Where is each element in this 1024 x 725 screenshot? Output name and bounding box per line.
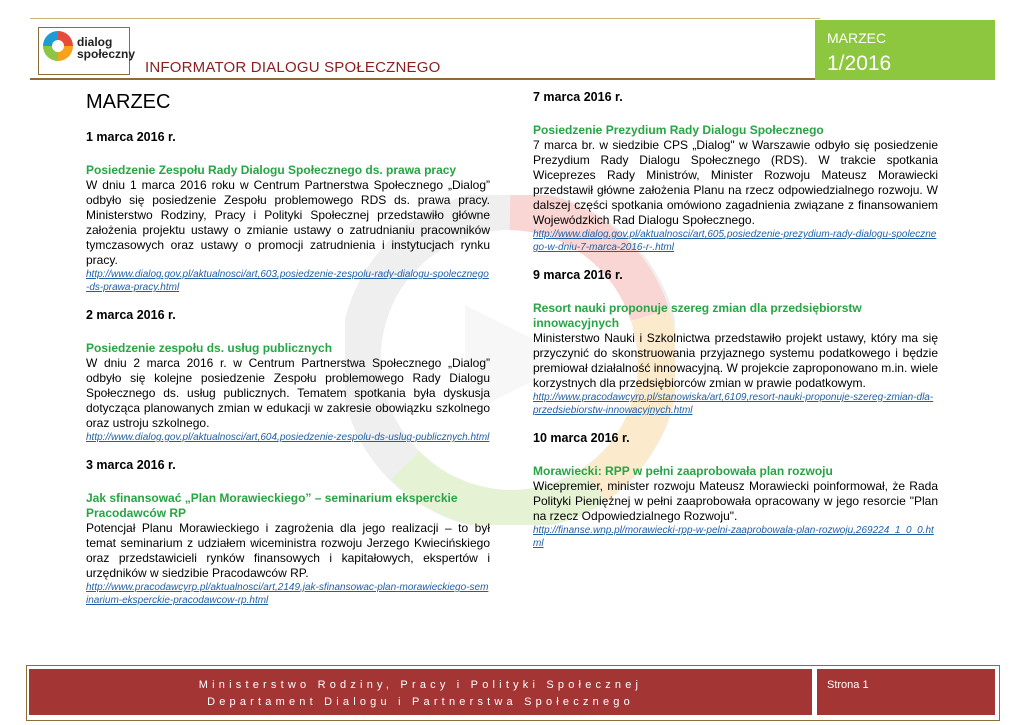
footer-page-box (817, 669, 995, 715)
event-title: Posiedzenie Zespołu Rady Dialogu Społecznego ds. prawa pracy (86, 163, 457, 177)
logo-circle-icon (43, 31, 73, 61)
right-column (533, 90, 938, 564)
section-date: 9 marca 2016 r. (533, 268, 623, 282)
event-text: Wicepremier, minister rozwoju Mateusz Morawiecki poinformował, że Rada Polityki Pieniężnej w pełni zaaprobowała opracowany w jego resorcie "Plan na rzecz Odpowiedzialnego Rozwoju". (533, 479, 938, 523)
dialog-spoleczny-logo (38, 27, 136, 75)
left-column (86, 90, 490, 621)
month-heading: MARZEC (86, 91, 171, 113)
event-link[interactable]: http://www.pracodawcyrp.pl/stanowiska/art,6109,resort-nauki-proponuje-szereg-zmian-dla-przedsiebiorstw-innowacyjnych.html (533, 392, 934, 416)
event-text: 7 marca br. w siedzibie CPS „Dialog" w Warszawie odbyło się posiedzenie Prezydium Rady Dialogu Społecznego (RDS). W trakcie spotkania Wiceprezes Rady Ministrów, Minister Rozwoju Mateusz Morawiecki przedstawił główne założenia Planu na rzecz odpowiedzialnego rozwoju. W dalszej części spotkania omówiono zagadnienia związane z finansowaniem Wojewódzkich Rad Dialogu Społecznego. (533, 138, 938, 227)
event-text: Potencjał Planu Morawieckiego i zagrożenia dla jego realizacji – to był temat seminarium z udziałem wiceministra rozwoju Jerzego Kwiecińskiego oraz przedstawicieli rynków finansowych i kapitałowych, ekspertów i urzędników w siedzibie Pracodawców RP. (86, 521, 490, 580)
event-text: Ministerstwo Nauki i Szkolnictwa przedstawiło projekt ustawy, który ma się przyczynić do skonstruowania przyjaznego systemu podatkowego i będzie premiował działalność innowacyjną. W projekcie zaproponowano m.in. wiele korzystnych dla przedsiębiorców zmian w prawie podatkowym. (533, 331, 938, 390)
event-title: Posiedzenie zespołu ds. usług publicznych (86, 341, 333, 355)
header-top-rule (30, 18, 820, 19)
section-date: 7 marca 2016 r. (533, 90, 623, 104)
section-date: 10 marca 2016 r. (533, 431, 630, 445)
section-date: 3 marca 2016 r. (86, 458, 176, 472)
section-3-marca (86, 458, 490, 607)
event-link[interactable]: http://www.dialog.gov.pl/aktualnosci/art,604,posiedzenie-zespolu-ds-uslug-publicznych.html (86, 432, 490, 443)
issue-number: 1/2016 (827, 52, 892, 75)
newsletter-title: INFORMATOR DIALOGU SPOŁECZNEGO (145, 59, 441, 76)
issue-box (815, 20, 995, 80)
event-link[interactable]: http://www.dialog.gov.pl/aktualnosci/art,605,posiedzenie-prezydium-rady-dialogu-spolecznego-w-dniu-7-marca-2016-r-.html (533, 229, 937, 253)
event-link[interactable]: http://www.dialog.gov.pl/aktualnosci/art,603,posiedzenie-zespolu-rady-dialogu-spolecznego-ds-prawa-pracy.html (86, 269, 489, 293)
section-2-marca (86, 308, 490, 444)
section-7-marca (533, 90, 938, 254)
footer-ministry: Ministerstwo Rodziny, Pracy i Polityki Społecznej (198, 679, 643, 691)
logo-text-line1: dialog (77, 35, 113, 49)
logo-text-line2: społeczny (77, 47, 136, 61)
event-text: W dniu 1 marca 2016 roku w Centrum Partnerstwa Społecznego „Dialog” odbyło się posiedzenie Zespołu problemowego RDS ds. prawa pracy. Ministerstwo Rodziny, Pracy i Polityki Społecznej przedstawiło główne założenia projektu ustawy o zmianie ustawy o zatrudnianiu pracowników tymczasowych oraz ustawy o promocji zatrudnienia i instytucjach rynku pracy. (86, 178, 490, 267)
section-9-marca (533, 268, 938, 417)
event-title: Posiedzenie Prezydium Rady Dialogu Społecznego (533, 123, 824, 137)
event-link[interactable]: http://finanse.wnp.pl/morawiecki-rpp-w-pelni-zaaprobowala-plan-rozwoju,269224_1_0_0.html (533, 525, 934, 549)
section-date: 2 marca 2016 r. (86, 308, 176, 322)
section-1-marca (86, 130, 490, 294)
page-number: Strona 1 (827, 679, 869, 691)
section-10-marca (533, 431, 938, 550)
logo-text (77, 36, 135, 60)
event-title: Jak sfinansować „Plan Morawieckiego” – seminarium eksperckie Pracodawców RP (86, 491, 458, 520)
event-title: Morawiecki: RPP w pełni zaaprobowała plan rozwoju (533, 464, 833, 478)
footer-department: Departament Dialogu i Partnerstwa Społecznego (207, 696, 634, 708)
event-title: Resort nauki proponuje szereg zmian dla przedsiębiorstw innowacyjnych (533, 301, 862, 330)
section-date: 1 marca 2016 r. (86, 130, 176, 144)
footer-bar (29, 669, 812, 715)
header-bottom-rule (30, 78, 820, 80)
issue-month: MARZEC (827, 30, 887, 46)
event-link[interactable]: http://www.pracodawcyrp.pl/aktualnosci/art,2149,jak-sfinansowac-plan-morawieckiego-seminarium-eksperckie-pracodawcow-rp.html (86, 582, 489, 606)
event-text: W dniu 2 marca 2016 r. w Centrum Partnerstwa Społecznego „Dialog” odbyło się kolejne posiedzenie Zespołu problemowego Rady Dialogu Społecznego ds. usług publicznych. Tematem spotkania była dyskusja dotycząca planowanych zmian w edukacji w zakresie obowiązku szkolnego oraz ustroju szkolnego. (86, 356, 490, 430)
